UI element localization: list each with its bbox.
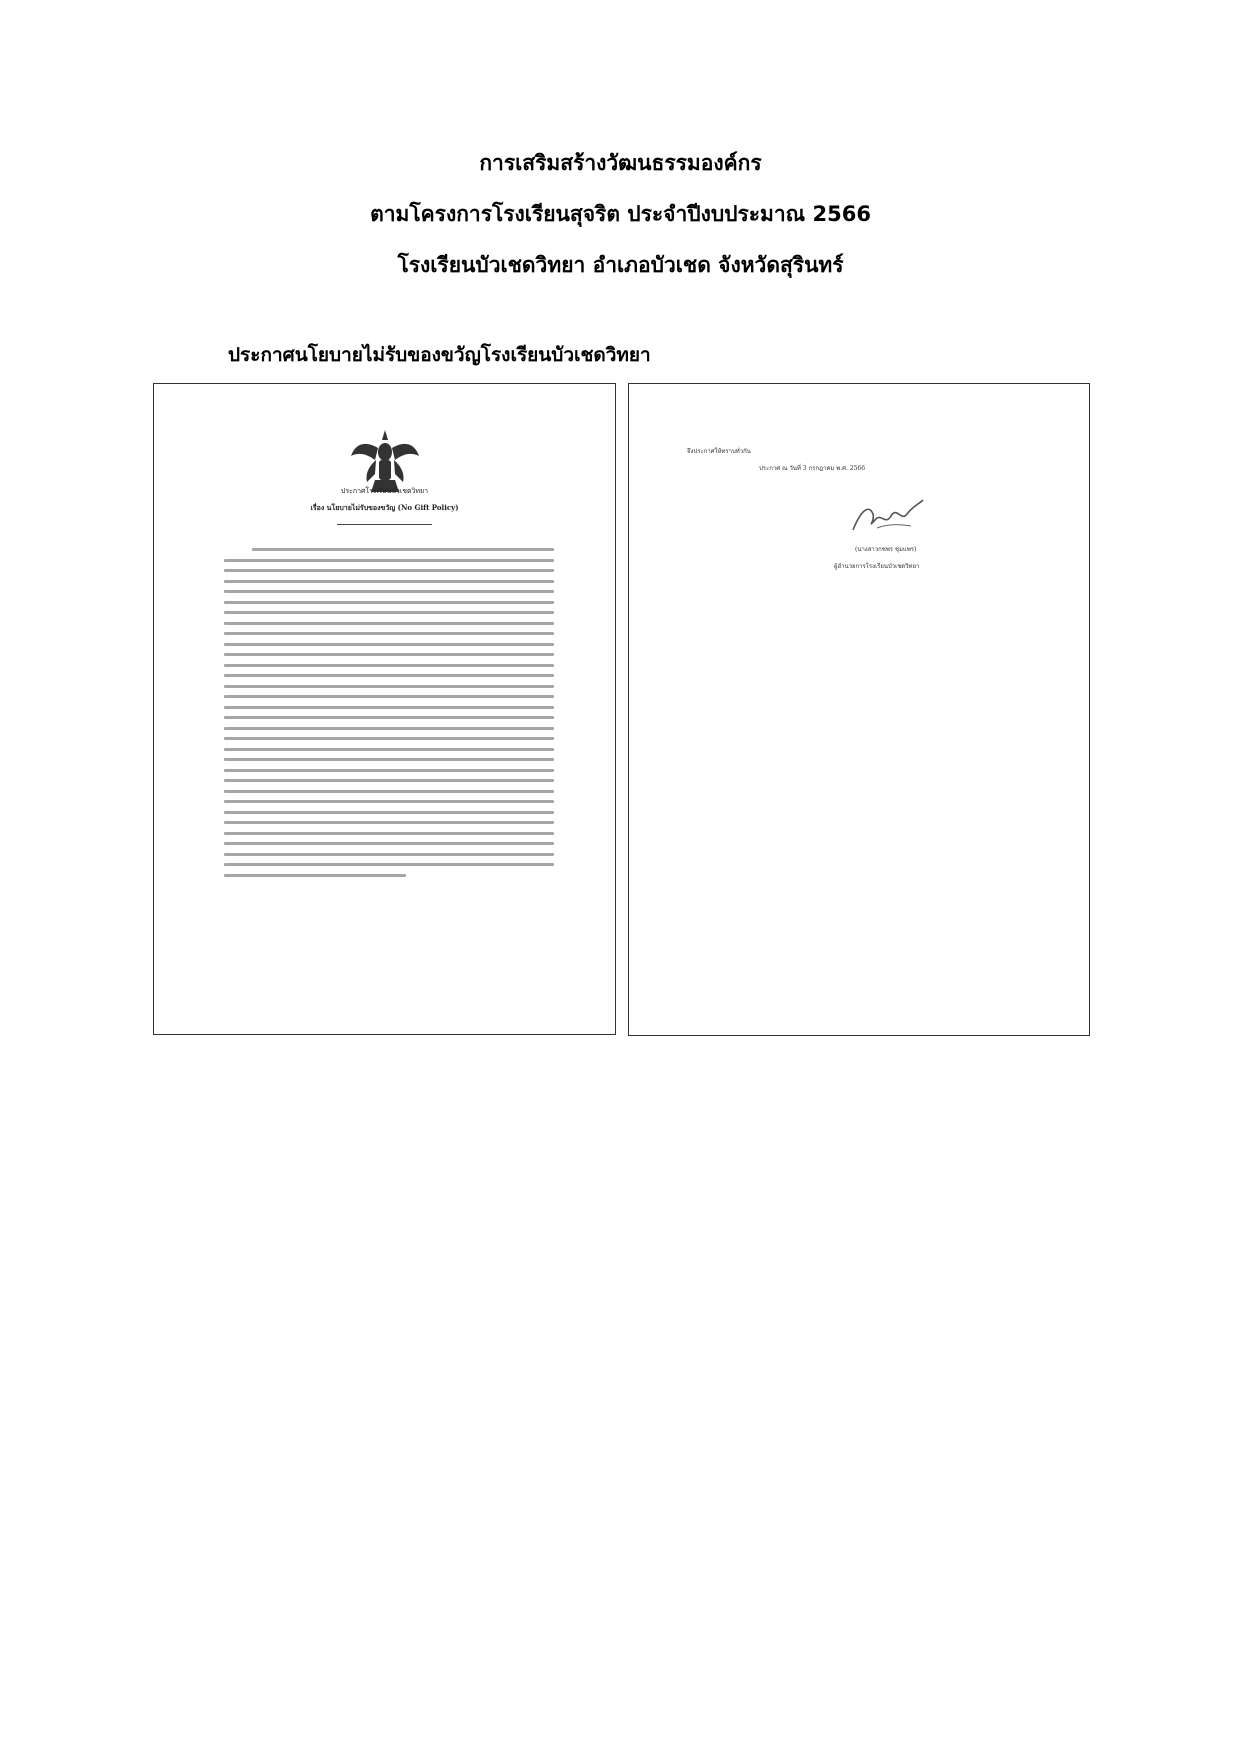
signature-icon <box>847 496 927 538</box>
divider <box>337 524 432 525</box>
title-line-1: การเสริมสร้างวัฒนธรรมองค์กร <box>479 151 762 175</box>
section-heading: ประกาศนโยบายไม่รับของขวัญโรงเรียนบัวเชดวิทยา <box>228 344 651 366</box>
announcement-page-image <box>153 383 616 1035</box>
closing-text: จึงประกาศให้ทราบทั่วกัน <box>687 448 751 455</box>
announcement-subject: เรื่อง นโยบายไม่รับของขวัญ (No Gift Policy) <box>310 503 459 512</box>
title-line-2: ตามโครงการโรงเรียนสุจริต ประจำปีงบประมาณ 2566 <box>370 202 871 226</box>
announcement-organization: ประกาศโรงเรียนบัวเชดวิทยา <box>340 487 429 495</box>
signature-page-image <box>628 383 1090 1036</box>
signer-title: ผู้อำนวยการโรงเรียนบัวเชดวิทยา <box>834 563 920 570</box>
announcement-body-text <box>224 548 554 884</box>
title-line-3: โรงเรียนบัวเชดวิทยา อำเภอบัวเชด จังหวัดสุรินทร์ <box>397 253 844 277</box>
signer-name: (นางสาวกชพร ชุมแพร) <box>855 546 917 553</box>
document-title <box>0 150 1241 303</box>
date-line: ประกาศ ณ วันที่ 3 กรกฎาคม พ.ศ. 2566 <box>759 465 866 472</box>
